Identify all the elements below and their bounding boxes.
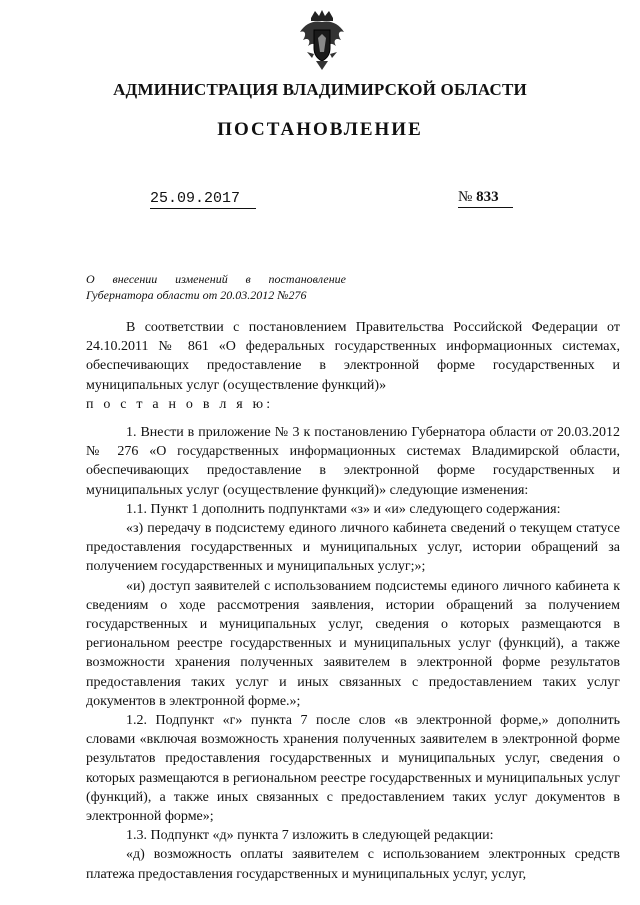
document-number xyxy=(458,189,513,208)
subparagraph-d: «д) возможность оплаты заявителем с использованием электронных средств платежа предоставления государственных и муниципальных услуг, услуг, xyxy=(86,847,620,882)
document-body xyxy=(86,318,620,884)
subparagraph-i: «и) доступ заявителей с использованием подсистемы единого личного кабинета к сведениям о ходе рассмотрения заявления, истории обращений за получением государственных и муниципальных услуг, сведения о которых размещаются в региональном реестре государственных и муниципальных услуг (функций), а также возможности хранения полученных заявителем в электронной форме результатов предоставления таких услуг и иных связанных с предоставлением таких услуг документов в электронной форме.»; xyxy=(86,578,620,709)
paragraph-1-1: 1.1. Пункт 1 дополнить подпунктами «з» и «и» следующего содержания: xyxy=(126,501,561,517)
document-date: 25.09.2017 xyxy=(150,190,256,209)
paragraph-1: 1. Внести в приложение № 3 к постановлению Губернатора области от 20.03.2012 № 276 «О государственных информационных системах Владимирской области, обеспечивающих предоставление в электронной форме государственных и муниципальных услуг (осуществление функций)» следующие изменения: xyxy=(86,425,620,498)
resolve-paragraph: п о с т а н о в л я ю: xyxy=(86,396,274,412)
coat-of-arms-icon xyxy=(297,8,347,72)
subject-line-2: Губернатора области от 20.03.2012 №276 xyxy=(86,288,307,302)
number-value: 833 xyxy=(476,189,499,205)
number-prefix: № xyxy=(458,189,473,205)
subparagraph-z: «з) передачу в подсистему единого личного кабинета сведений о текущем статусе предоставления государственных и муниципальных услуг, истории обращений за получением государственных и муниципальных услуг;»; xyxy=(86,521,620,575)
paragraph-1-3: 1.3. Подпункт «д» пункта 7 изложить в следующей редакции: xyxy=(126,828,494,844)
organization-name: АДМИНИСТРАЦИЯ ВЛАДИМИРСКОЙ ОБЛАСТИ xyxy=(113,80,527,99)
document-subject xyxy=(86,271,346,303)
paragraph-1-2: 1.2. Подпункт «г» пункта 7 после слов «в электронной форме,» дополнить словами «включая возможность хранения полученных заявителем в электронной форме результатов предоставления государственных и муниципальных услуг, сведения о которых размещаются в региональном реестре государственных и муниципальных услуг (функций), а также иных связанных с предоставлением таких услуг документов в электронной форме»; xyxy=(86,713,620,825)
document-type: ПОСТАНОВЛЕНИЕ xyxy=(217,119,423,140)
preamble-paragraph: В соответствии с постановлением Правительства Российской Федерации от 24.10.2011 № 861 «О федеральных государственных информационных системах, обеспечивающих предоставление в электронной форме государственных и муниципальных услуг (осуществление функций)» xyxy=(86,320,620,393)
subject-line-1: О внесении изменений в постановление xyxy=(86,272,346,286)
